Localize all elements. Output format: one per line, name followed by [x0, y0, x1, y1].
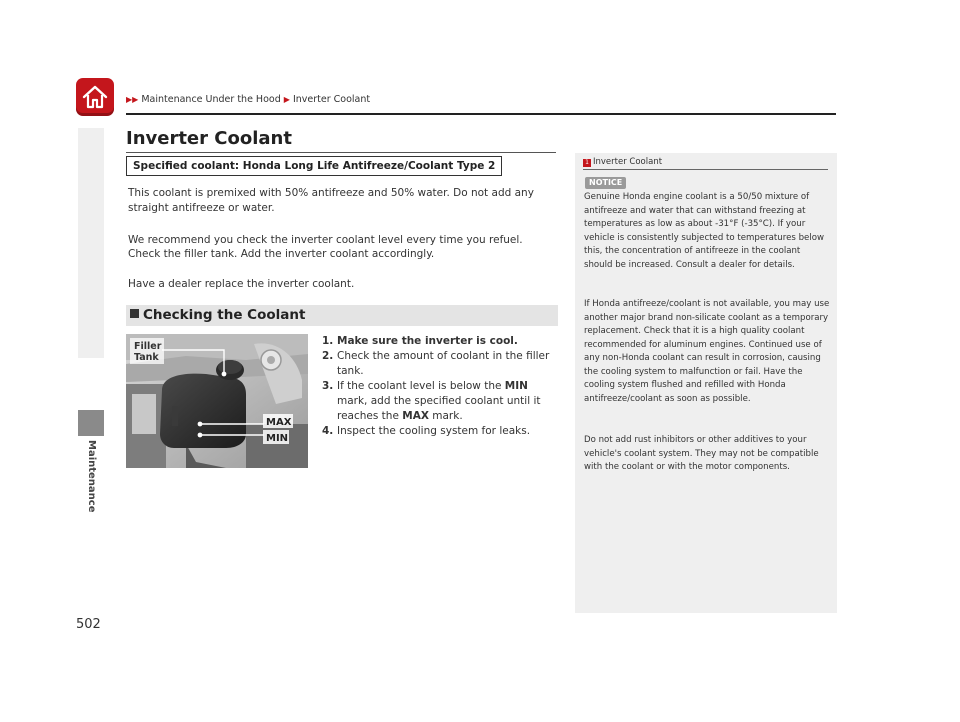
page-number: 502: [76, 617, 101, 632]
info-paragraph-genuine: Genuine Honda engine coolant is a 50/50 mixture of antifreeze and water that can withstand freezing at temperatures as low as about -31°F (-35°C). If your vehicle is consistently subjected to temperatures below this, the concentration of antifreeze in the coolant should be increased. Consult a dealer for details.: [584, 192, 825, 270]
breadcrumb-current: Inverter Coolant: [292, 94, 371, 105]
step-text: Inspect the cooling system for leaks.: [337, 425, 531, 437]
section-square-icon: [130, 309, 139, 318]
title-rule: [126, 152, 556, 153]
steps-list: [322, 334, 558, 439]
specified-coolant-box: Specified coolant: Honda Long Life Antifreeze/Coolant Type 2: [126, 156, 502, 176]
step-text: Make sure the inverter is cool.: [337, 335, 518, 347]
step-text-part: If the coolant level is below the: [337, 380, 505, 392]
step-text-part: mark.: [428, 410, 463, 422]
step-text: [337, 380, 540, 422]
side-tab-label: Maintenance: [86, 440, 97, 513]
step-item: [322, 379, 558, 424]
max-mark-label: MAX: [402, 410, 429, 422]
step-text-part: mark, add the specified coolant until it reaches the: [337, 395, 541, 422]
step-item: [322, 349, 558, 379]
home-icon: [81, 83, 109, 111]
label-max: MAX: [266, 417, 292, 428]
step-number: 4.: [322, 425, 334, 437]
breadcrumb-link-maintenance[interactable]: Maintenance Under the Hood: [141, 94, 281, 105]
section-header: [126, 305, 558, 326]
step-number: 3.: [322, 380, 334, 392]
info-paragraph-additives: Do not add rust inhibitors or other additives to your vehicle's coolant system. They may not be compatible with the coolant or with the motor components.: [584, 435, 819, 472]
info-rule: [583, 169, 828, 170]
step-item: [322, 334, 558, 349]
side-tab-marker: [78, 410, 104, 436]
label-min: MIN: [266, 433, 289, 444]
section-title: Checking the Coolant: [143, 307, 306, 323]
page-title: Inverter Coolant: [126, 128, 292, 149]
info-heading: [583, 157, 662, 167]
intro-paragraph: This coolant is premixed with 50% antifreeze and 50% water. Do not add any straight antifreeze or water.: [128, 187, 534, 214]
coolant-tank-photo: [126, 334, 308, 468]
home-button[interactable]: [76, 78, 114, 116]
min-mark-label: MIN: [504, 380, 528, 392]
step-number: 2.: [322, 350, 334, 362]
side-tab-background: [78, 128, 104, 358]
step-text: Check the amount of coolant in the filler tank.: [337, 350, 550, 377]
breadcrumb-arrow-icon: ▶: [283, 95, 290, 104]
header-rule: [126, 113, 836, 115]
step-number: 1.: [322, 335, 334, 347]
dealer-paragraph: Have a dealer replace the inverter coolant.: [128, 278, 355, 290]
label-tank: Tank: [134, 352, 159, 363]
notice-badge: NOTICE: [585, 177, 626, 189]
info-paragraph-alternative: If Honda antifreeze/coolant is not available, you may use another major brand non-silicate coolant as a temporary replacement. Check that it is a high quality coolant recommended for aluminum engines. Continued use of any non-Honda coolant can result in corrosion, causing the cooling system to malfunction or fail. Have the cooling system flushed and refilled with Honda antifreeze/coolant as soon as possible.: [584, 299, 830, 404]
step-item: [322, 424, 558, 439]
breadcrumb: [126, 94, 370, 105]
reference-mark-icon: 1: [583, 159, 591, 167]
label-filler: Filler: [134, 341, 162, 352]
breadcrumb-arrow-icon: ▶▶: [126, 95, 139, 104]
recommend-paragraph: We recommend you check the inverter coolant level every time you refuel. Check the filler tank. Add the inverter coolant accordingly.: [128, 234, 523, 260]
info-heading-text: Inverter Coolant: [593, 157, 663, 167]
